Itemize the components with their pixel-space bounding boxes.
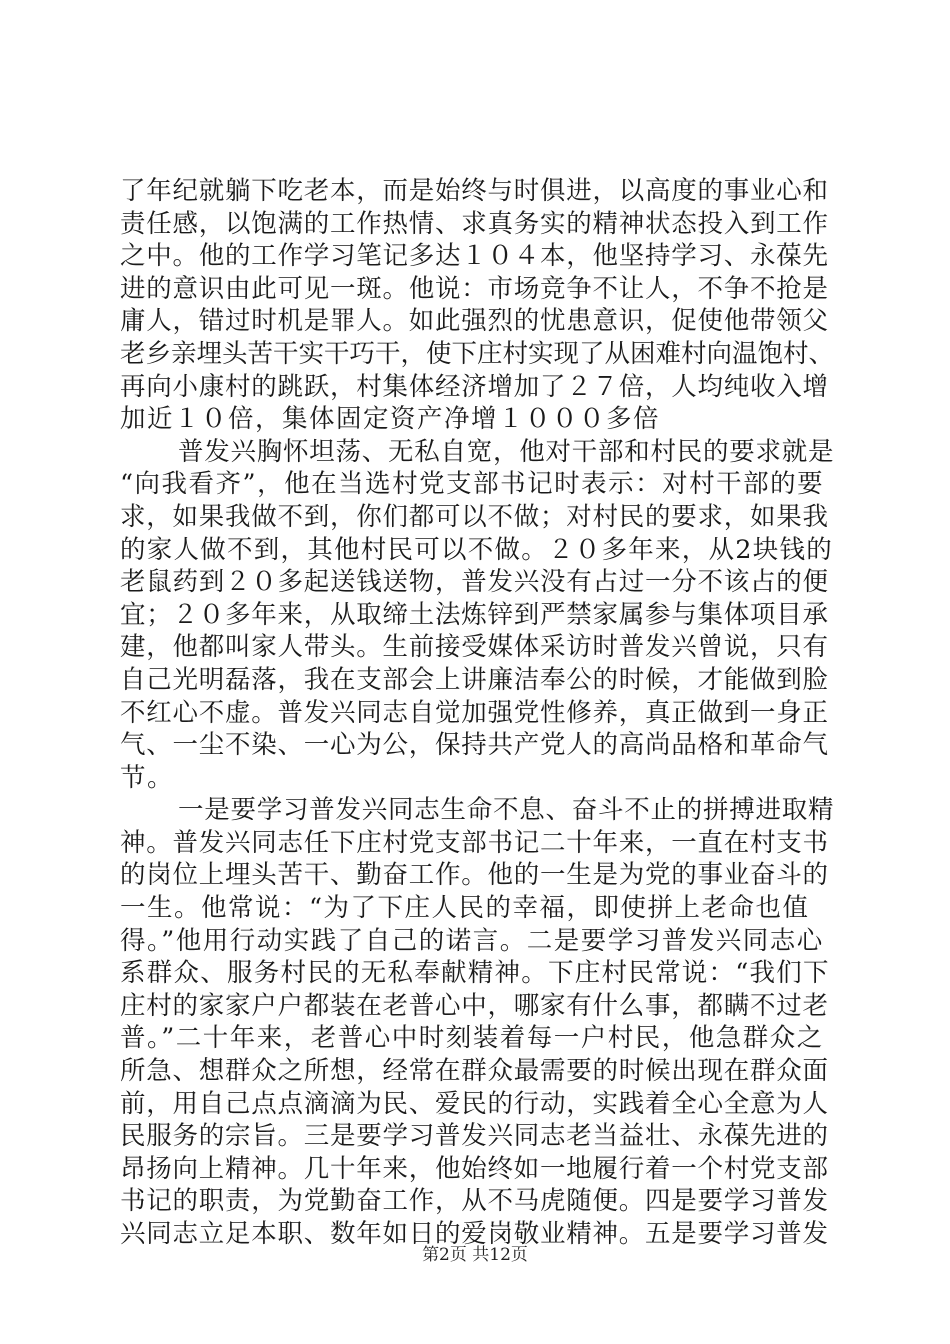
document-body xyxy=(120,175,835,1251)
text-line: 老乡亲埋头苦干实干巧干，使下庄村实现了从困难村向温饱村、 xyxy=(120,338,835,369)
text-line: 民服务的宗旨。三是要学习普发兴同志老当益壮、永葆先进的 xyxy=(120,1121,829,1152)
text-line: 一生。他常说：“为了下庄人民的幸福，即使拼上老命也值 xyxy=(120,893,810,924)
text-line: 前，用自己点点滴滴为民、爱民的行动，实践着全心全意为人 xyxy=(120,1088,829,1119)
text-line: 求，如果我做不到，你们都可以不做；对村民的要求，如果我 xyxy=(120,501,829,532)
text-line: 建，他都叫家人带头。生前接受媒体采访时普发兴曾说，只有 xyxy=(120,632,829,663)
text-line: 老鼠药到２０多起送钱送物，普发兴没有占过一分不该占的便 xyxy=(120,567,829,598)
text-line: “向我看齐”，他在当选村党支部书记时表示：对村干部的要 xyxy=(120,469,825,500)
text-line: 一是要学习普发兴同志生命不息、奋斗不止的拼搏进取精 xyxy=(178,795,835,826)
text-line: 神。普发兴同志任下庄村党支部书记二十年来，一直在村支书 xyxy=(120,827,829,858)
text-line: 再向小康村的跳跃，村集体经济增加了２７倍，人均纯收入增 xyxy=(120,371,829,402)
text-line: 普。”二十年来，老普心中时刻装着每一户村民，他急群众之 xyxy=(120,1023,824,1054)
text-line: 节。 xyxy=(120,762,175,793)
page-footer: 第2页 共12页 xyxy=(422,1245,528,1265)
text-line: 所急、想群众之所想，经常在群众最需要的时候出现在群众面 xyxy=(120,1056,829,1087)
text-line: 书记的职责，为党勤奋工作，从不马虎随便。四是要学习普发 xyxy=(120,1186,829,1217)
text-line: 不红心不虚。普发兴同志自觉加强党性修养，真正做到一身正 xyxy=(120,697,829,728)
text-line: 庸人，错过时机是罪人。如此强烈的忧患意识，促使他带领父 xyxy=(120,306,829,337)
text-line: 兴同志立足本职、数年如日的爱岗敬业精神。五是要学习普发 xyxy=(120,1219,829,1249)
text-line: 昂扬向上精神。几十年来，他始终如一地履行着一个村党支部 xyxy=(120,1153,829,1184)
text-line: 系群众、服务村民的无私奉献精神。下庄村民常说：“我们下 xyxy=(120,958,830,989)
text-line: 宜；２０多年来，从取缔土法炼锌到严禁家属参与集体项目承 xyxy=(120,599,829,630)
text-line: 进的意识由此可见一斑。他说：市场竞争不让人，不争不抢是 xyxy=(120,273,829,304)
text-line: 自己光明磊落，我在支部会上讲廉洁奉公的时候，才能做到脸 xyxy=(120,664,829,695)
text-line: 庄村的家家户户都装在老普心中，哪家有什么事，都瞒不过老 xyxy=(120,990,829,1021)
text-line: 了年纪就躺下吃老本，而是始终与时俱进，以高度的事业心和 xyxy=(120,176,829,206)
text-line: 气、一尘不染、一心为公，保持共产党人的高尚品格和革命气 xyxy=(120,730,829,761)
text-line: 普发兴胸怀坦荡、无私自宽，他对干部和村民的要求就是 xyxy=(178,436,835,467)
text-line: 的岗位上埋头苦干、勤奋工作。他的一生是为党的事业奋斗的 xyxy=(120,860,829,891)
text-line: 责任感，以饱满的工作热情、求真务实的精神状态投入到工作 xyxy=(120,208,829,239)
text-line: 加近１０倍，集体固定资产净增１０００多倍 xyxy=(120,404,661,435)
text-line: 得。”他用行动实践了自己的诺言。二是要学习普发兴同志心 xyxy=(120,925,824,956)
text-line: 之中。他的工作学习笔记多达１０４本，他坚持学习、永葆先 xyxy=(120,241,829,272)
text-line: 的家人做不到，其他村民可以不做。２０多年来，从2块钱的 xyxy=(120,534,833,565)
